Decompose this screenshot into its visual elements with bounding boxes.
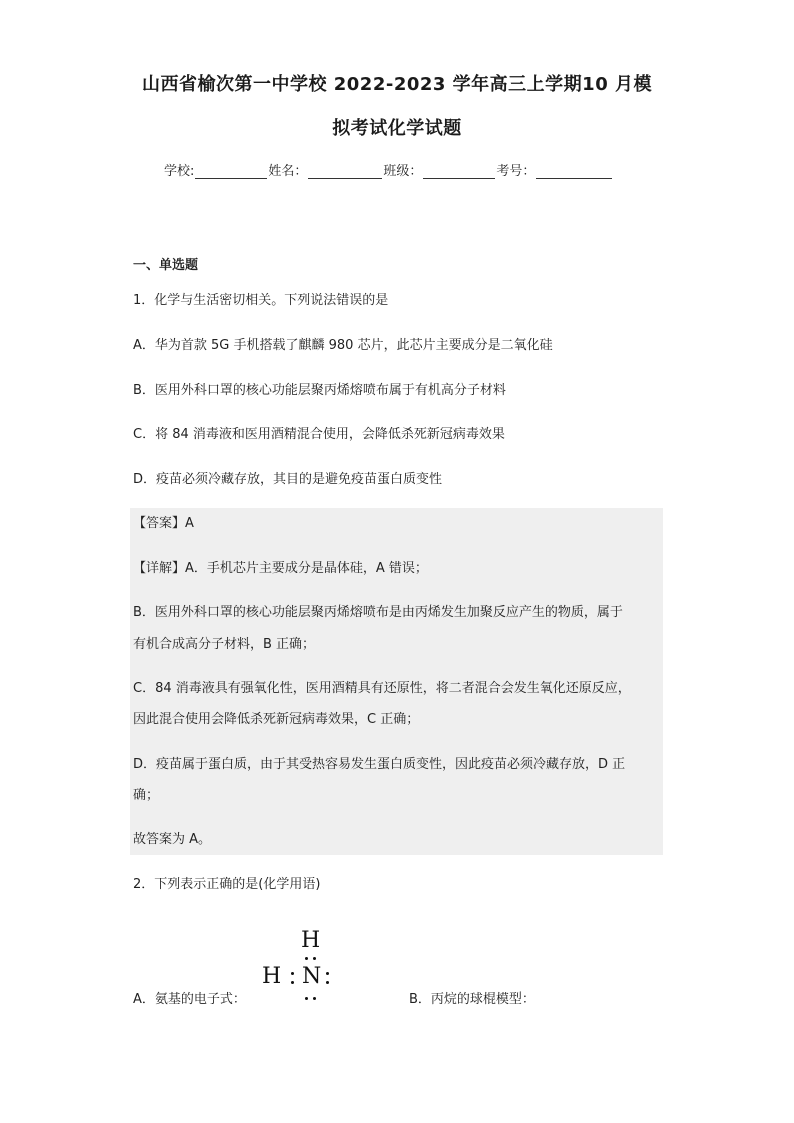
- explanation-line: 故答案为 A。: [133, 832, 212, 847]
- name-label: 姓名：: [268, 164, 308, 179]
- document-title-line2: 拟考试化学试题: [332, 118, 462, 139]
- question-1-answer: 【答案】A: [133, 516, 194, 531]
- explanation-line: B．医用外科口罩的核心功能层聚丙烯熔喷布是由丙烯发生加聚反应产生的物质，属于: [133, 605, 623, 620]
- school-field[interactable]: [195, 164, 267, 179]
- student-info-line: [164, 160, 613, 179]
- explanation-line: 【详解】A．手机芯片主要成分是晶体硅，A 错误；: [133, 561, 428, 576]
- class-field[interactable]: [423, 164, 495, 179]
- question-2-option-b: B．丙烷的球棍模型：: [409, 992, 535, 1007]
- question-1-option-d: D．疫苗必须冷藏存放，其目的是避免疫苗蛋白质变性: [133, 472, 443, 487]
- question-2-option-a: A．氨基的电子式：: [133, 992, 246, 1007]
- document-title-line1: 山西省榆次第一中学校 2022-2023 学年高三上学期10 月模: [141, 74, 652, 95]
- hydrogen-atom-left: H: [262, 964, 282, 989]
- electron-dot: [291, 981, 294, 984]
- amino-electron-formula: [260, 928, 340, 1008]
- name-field[interactable]: [308, 164, 382, 179]
- question-1-option-c: C．将 84 消毒液和医用酒精混合使用，会降低杀死新冠病毒效果: [133, 427, 505, 442]
- school-label: 学校:: [164, 164, 195, 179]
- nitrogen-atom: N: [302, 964, 322, 989]
- explanation-line: C．84 消毒液具有强氧化性，医用酒精具有还原性，将二者混合会发生氧化还原反应，: [133, 681, 631, 696]
- explanation-line: 确；: [133, 788, 160, 803]
- electron-dot: [326, 972, 329, 975]
- hydrogen-atom-top: H: [301, 928, 321, 953]
- explanation-line: 有机合成高分子材料，B 正确；: [133, 637, 316, 652]
- id-field[interactable]: [536, 164, 612, 179]
- question-1-option-a: A．华为首款 5G 手机搭载了麒麟 980 芯片，此芯片主要成分是二氧化硅: [133, 338, 553, 353]
- id-label: 考号：: [496, 164, 536, 179]
- explanation-line: 因此混合使用会降低杀死新冠病毒效果，C 正确；: [133, 712, 420, 727]
- electron-dot: [313, 957, 316, 960]
- question-1-stem: 1．化学与生活密切相关。下列说法错误的是: [133, 293, 389, 308]
- electron-dot: [313, 997, 316, 1000]
- electron-dot: [305, 957, 308, 960]
- electron-dot: [326, 981, 329, 984]
- question-1-option-b: B．医用外科口罩的核心功能层聚丙烯熔喷布属于有机高分子材料: [133, 383, 506, 398]
- question-2-stem: 2．下列表示正确的是(化学用语): [133, 877, 321, 892]
- section-heading: 一、单选题: [133, 258, 199, 273]
- class-label: 班级：: [383, 164, 423, 179]
- explanation-line: D．疫苗属于蛋白质，由于其受热容易发生蛋白质变性，因此疫苗必须冷藏存放，D 正: [133, 757, 626, 772]
- electron-dot: [291, 972, 294, 975]
- electron-dot: [305, 997, 308, 1000]
